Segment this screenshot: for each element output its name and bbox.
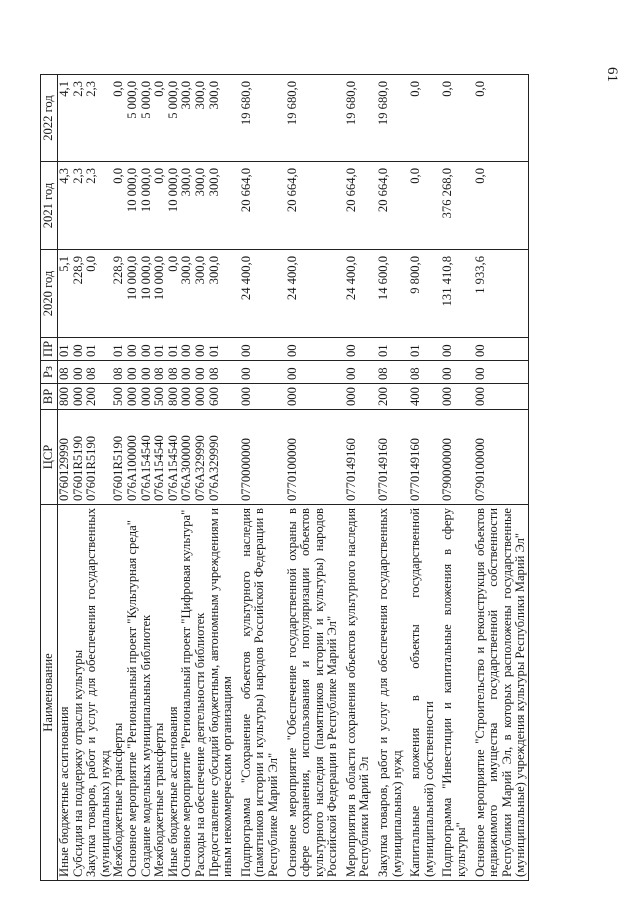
row-pr: 00: [340, 338, 372, 361]
row-rz: 08: [208, 361, 235, 384]
budget-table: [40, 74, 529, 881]
row-pr: 00: [72, 338, 86, 361]
row-vr: 600: [208, 384, 235, 410]
row-2020: 228,9: [72, 250, 86, 338]
row-pr: 00: [436, 338, 468, 361]
row-2020: 228,9: [112, 250, 126, 338]
rotated-page-content: [40, 75, 576, 881]
row-pr: 00: [140, 338, 154, 361]
row-2022: 19 680,0: [372, 75, 404, 162]
row-name: Закупка товаров, работ и услуг для обеспечения государственных (муниципальных) нужд: [372, 505, 404, 881]
row-pr: 01: [85, 338, 112, 361]
row-name: Создание модельных муниципальных библиотек: [140, 505, 154, 881]
row-rz: 08: [372, 361, 404, 384]
row-2021: 2,3: [85, 162, 112, 250]
row-csr: 076A100000: [126, 410, 140, 505]
row-name: Межбюджетные трансферты: [112, 505, 126, 881]
row-pr: 01: [112, 338, 126, 361]
row-2021: 0,0: [112, 162, 126, 250]
table-row: [58, 75, 72, 881]
row-2021: 10 000,0: [126, 162, 140, 250]
row-csr: 0760129990: [58, 410, 72, 505]
row-rz: 00: [436, 361, 468, 384]
row-name: Субсидия на поддержку отрасли культуры: [72, 505, 86, 881]
row-2021: 0,0: [153, 162, 167, 250]
row-rz: 08: [112, 361, 126, 384]
table-row: [469, 75, 529, 881]
row-rz: 08: [153, 361, 167, 384]
row-2020: 131 410,8: [436, 250, 468, 338]
row-2021: 4,3: [58, 162, 72, 250]
table-row: [126, 75, 140, 881]
row-pr: 00: [126, 338, 140, 361]
table-row: [372, 75, 404, 881]
row-name: Межбюджетные трансферты: [153, 505, 167, 881]
row-2021: 300,0: [208, 162, 235, 250]
row-vr: 000: [436, 384, 468, 410]
row-2022: 0,0: [404, 75, 436, 162]
table-row: [140, 75, 154, 881]
row-vr: 000: [194, 384, 208, 410]
row-vr: 000: [281, 384, 340, 410]
row-2020: 10 000,0: [153, 250, 167, 338]
row-csr: 07601R5190: [85, 410, 112, 505]
row-rz: 08: [58, 361, 72, 384]
row-2020: 0,0: [85, 250, 112, 338]
row-rz: 00: [235, 361, 281, 384]
row-vr: 800: [58, 384, 72, 410]
row-rz: 00: [281, 361, 340, 384]
row-2021: 20 664,0: [235, 162, 281, 250]
row-vr: 000: [235, 384, 281, 410]
row-2022: 0,0: [153, 75, 167, 162]
row-vr: 400: [404, 384, 436, 410]
row-pr: 01: [404, 338, 436, 361]
table-row: [235, 75, 281, 881]
row-vr: 200: [85, 384, 112, 410]
table-row: [72, 75, 86, 881]
row-name: Расходы на обеспечение деятельности библиотек: [194, 505, 208, 881]
row-name: Иные бюджетные ассигнования: [167, 505, 181, 881]
row-vr: 000: [469, 384, 529, 410]
row-csr: 076A154540: [153, 410, 167, 505]
row-csr: 076A300000: [180, 410, 194, 505]
row-2022: 0,0: [112, 75, 126, 162]
row-2021: 10 000,0: [167, 162, 181, 250]
row-name: Основное мероприятие "Обеспечение государственной охраны в сфере сохранения, использования и популяризации объектов культурного наследия (памятников истории и культуры) народов Российской Федерации в Республике Марий Эл": [281, 505, 340, 881]
row-2020: 300,0: [180, 250, 194, 338]
header-2020: 2020 год: [41, 250, 58, 338]
row-2022: 4,1: [58, 75, 72, 162]
row-2022: 5 000,0: [140, 75, 154, 162]
row-name: Основное мероприятие "Региональный проект "Культурная среда": [126, 505, 140, 881]
row-pr: 00: [281, 338, 340, 361]
row-csr: 0790000000: [436, 410, 468, 505]
row-csr: 076A329990: [208, 410, 235, 505]
row-pr: 01: [208, 338, 235, 361]
row-2021: 20 664,0: [372, 162, 404, 250]
row-rz: 08: [85, 361, 112, 384]
row-vr: 000: [126, 384, 140, 410]
row-csr: 076A154540: [140, 410, 154, 505]
row-2020: 300,0: [208, 250, 235, 338]
table-row: [167, 75, 181, 881]
row-2020: 5,1: [58, 250, 72, 338]
row-2021: 300,0: [194, 162, 208, 250]
row-2021: 0,0: [404, 162, 436, 250]
row-2022: 2,3: [72, 75, 86, 162]
row-name: Мероприятия в области сохранения объектов культурного наследия Республики Марий Эл: [340, 505, 372, 881]
row-csr: 0770000000: [235, 410, 281, 505]
row-2022: 5 000,0: [167, 75, 181, 162]
row-vr: 000: [340, 384, 372, 410]
row-2022: 19 680,0: [340, 75, 372, 162]
row-2021: 376 268,0: [436, 162, 468, 250]
table-row: [85, 75, 112, 881]
row-vr: 200: [372, 384, 404, 410]
row-name: Основное мероприятие "Региональный проект "Цифровая культура": [180, 505, 194, 881]
row-vr: 800: [167, 384, 181, 410]
row-2020: 24 400,0: [235, 250, 281, 338]
row-name: Предоставление субсидий бюджетным, автономным учреждениям и иным некоммерческим организациям: [208, 505, 235, 881]
page-number: 61: [604, 67, 620, 82]
row-csr: 076A329990: [194, 410, 208, 505]
row-2022: 300,0: [180, 75, 194, 162]
header-pr: ПР: [41, 338, 58, 361]
table-row: [404, 75, 436, 881]
row-csr: 0790100000: [469, 410, 529, 505]
row-pr: 00: [469, 338, 529, 361]
row-2022: 19 680,0: [281, 75, 340, 162]
row-2021: 0,0: [469, 162, 529, 250]
row-vr: 500: [112, 384, 126, 410]
row-csr: 0770149160: [372, 410, 404, 505]
header-name: Наименование: [41, 505, 58, 881]
row-csr: 07601R5190: [112, 410, 126, 505]
table-row: [340, 75, 372, 881]
row-name: Основное мероприятие "Строительство и реконструкция объектов недвижимого имущества государственной собственности Республики Марий Эл, в которых расположены государственные (муниципальные) учреждения культуры Республики Марий Эл": [469, 505, 529, 881]
row-2022: 300,0: [208, 75, 235, 162]
row-2020: 10 000,0: [126, 250, 140, 338]
row-rz: 00: [126, 361, 140, 384]
row-name: Капитальные вложения в объекты государственной (муниципальной) собственности: [404, 505, 436, 881]
row-2020: 0,0: [167, 250, 181, 338]
row-rz: 00: [469, 361, 529, 384]
row-rz: 08: [167, 361, 181, 384]
row-pr: 00: [194, 338, 208, 361]
row-pr: 01: [167, 338, 181, 361]
row-pr: 00: [235, 338, 281, 361]
row-csr: 07601R5190: [72, 410, 86, 505]
header-2022: 2022 год: [41, 75, 58, 162]
row-csr: 0770149160: [340, 410, 372, 505]
row-pr: 01: [58, 338, 72, 361]
row-csr: 0770149160: [404, 410, 436, 505]
row-vr: 000: [72, 384, 86, 410]
header-rz: Рз: [41, 361, 58, 384]
row-2022: 2,3: [85, 75, 112, 162]
row-vr: 000: [140, 384, 154, 410]
row-vr: 500: [153, 384, 167, 410]
row-2020: 300,0: [194, 250, 208, 338]
row-rz: 00: [340, 361, 372, 384]
table-row: [153, 75, 167, 881]
row-2022: 0,0: [436, 75, 468, 162]
row-2020: 10 000,0: [140, 250, 154, 338]
row-2020: 24 400,0: [281, 250, 340, 338]
row-csr: 0770100000: [281, 410, 340, 505]
row-2020: 9 800,0: [404, 250, 436, 338]
row-csr: 076A154540: [167, 410, 181, 505]
row-name: Закупка товаров, работ и услуг для обеспечения государственных (муниципальных) нужд: [85, 505, 112, 881]
row-2022: 300,0: [194, 75, 208, 162]
row-2021: 300,0: [180, 162, 194, 250]
row-2021: 20 664,0: [340, 162, 372, 250]
header-csr: ЦСР: [41, 410, 58, 505]
row-name: Подпрограмма "Инвестиции и капитальные вложения в сферу культуры": [436, 505, 468, 881]
row-name: Иные бюджетные ассигнования: [58, 505, 72, 881]
row-pr: 01: [153, 338, 167, 361]
row-rz: 00: [72, 361, 86, 384]
row-2021: 10 000,0: [140, 162, 154, 250]
row-name: Подпрограмма "Сохранение объектов культурного наследия (памятников истории и культуры) народов Российской Федерации в Республике Марий Эл": [235, 505, 281, 881]
table-row: [194, 75, 208, 881]
row-pr: 01: [372, 338, 404, 361]
row-2020: 14 600,0: [372, 250, 404, 338]
row-2021: 2,3: [72, 162, 86, 250]
row-2020: 24 400,0: [340, 250, 372, 338]
row-2022: 0,0: [469, 75, 529, 162]
table-row: [208, 75, 235, 881]
table-row: [180, 75, 194, 881]
row-2022: 5 000,0: [126, 75, 140, 162]
table-header-row: [41, 75, 58, 881]
row-rz: 08: [404, 361, 436, 384]
row-rz: 00: [194, 361, 208, 384]
header-2021: 2021 год: [41, 162, 58, 250]
table-row: [112, 75, 126, 881]
header-vr: ВР: [41, 384, 58, 410]
row-2022: 19 680,0: [235, 75, 281, 162]
table-row: [281, 75, 340, 881]
table-row: [436, 75, 468, 881]
row-2021: 20 664,0: [281, 162, 340, 250]
row-rz: 00: [180, 361, 194, 384]
row-rz: 00: [140, 361, 154, 384]
row-vr: 000: [180, 384, 194, 410]
row-pr: 00: [180, 338, 194, 361]
row-2020: 1 933,6: [469, 250, 529, 338]
